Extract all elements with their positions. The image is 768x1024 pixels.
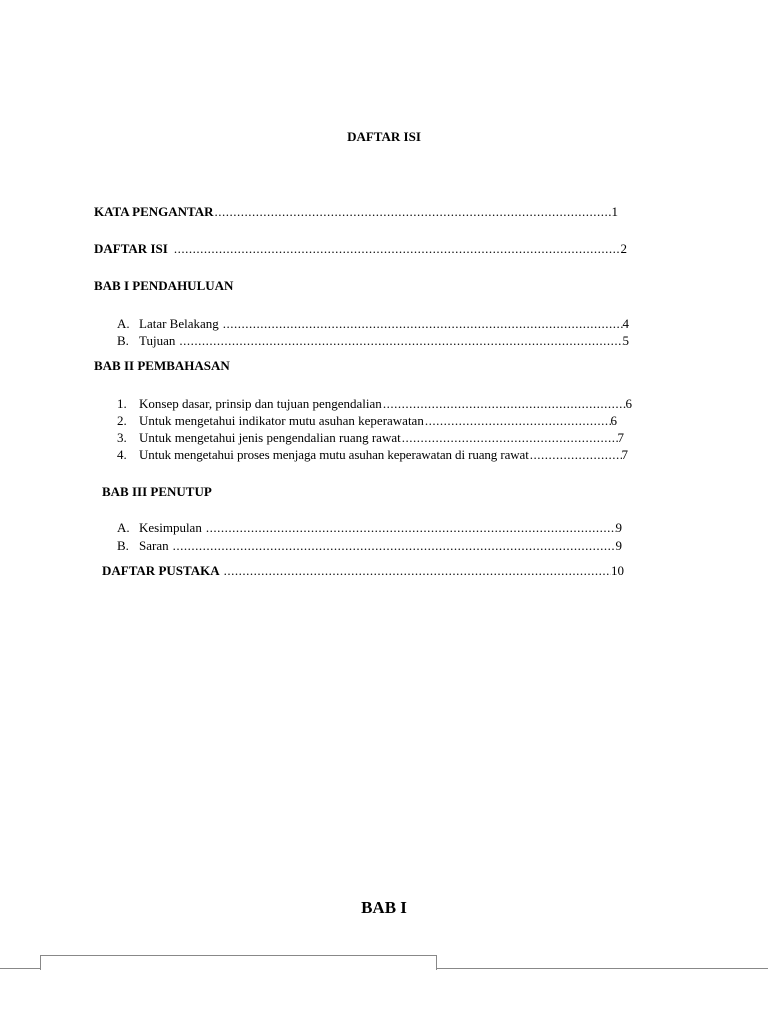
- dot-leader: [424, 413, 611, 429]
- dot-leader: [168, 241, 621, 257]
- toc-entry-label: Kesimpulan: [139, 520, 202, 535]
- item-marker: 3.: [117, 430, 127, 445]
- toc-entry-page: 1: [611, 204, 618, 219]
- dot-leader: [401, 430, 618, 446]
- item-marker: 1.: [117, 396, 127, 411]
- toc-entry-daftar-pustaka: [102, 563, 624, 579]
- dot-leader: [382, 396, 626, 412]
- next-chapter-heading: BAB I: [361, 898, 407, 917]
- dot-leader: [169, 538, 616, 554]
- toc-entry-page: 6: [610, 413, 617, 428]
- toc-entry-page: 4: [622, 316, 629, 331]
- toc-entry-page: 7: [621, 447, 628, 462]
- toc-entry-label: Untuk mengetahui jenis pengendalian ruang rawat: [139, 430, 401, 445]
- toc-entry-page: 6: [625, 396, 632, 411]
- toc-entry-label: DAFTAR PUSTAKA: [102, 563, 220, 578]
- toc-entry-label: Untuk mengetahui proses menjaga mutu asuhan keperawatan di ruang rawat: [139, 447, 529, 462]
- toc-entry-label: Latar Belakang: [139, 316, 219, 331]
- footer-frame: [40, 955, 437, 970]
- toc-item-jenis-pengendalian: [117, 430, 624, 446]
- item-marker: A.: [117, 520, 130, 535]
- section-heading-bab2: BAB II PEMBAHASAN: [94, 358, 230, 373]
- toc-entry-daftar-isi: [94, 241, 627, 257]
- dot-leader: [220, 563, 611, 579]
- item-marker: 4.: [117, 447, 127, 462]
- toc-entry-page: 7: [617, 430, 624, 445]
- toc-entry-label: Untuk mengetahui indikator mutu asuhan keperawatan: [139, 413, 424, 428]
- toc-entry-label: Konsep dasar, prinsip dan tujuan pengendalian: [139, 396, 382, 411]
- item-marker: A.: [117, 316, 130, 331]
- dot-leader: [219, 316, 623, 332]
- toc-item-tujuan: [117, 333, 629, 349]
- section-heading-bab1: BAB I PENDAHULUAN: [94, 278, 234, 293]
- item-marker: 2.: [117, 413, 127, 428]
- dot-leader: [529, 447, 622, 463]
- toc-entry-page: 10: [611, 563, 624, 578]
- toc-item-konsep-dasar: [117, 396, 632, 412]
- dot-leader: [202, 520, 616, 536]
- toc-entry-label: Saran: [139, 538, 169, 553]
- section-heading-bab3: BAB III PENUTUP: [102, 484, 212, 499]
- toc-item-proses-menjaga-mutu: [117, 447, 628, 463]
- dot-leader: [175, 333, 622, 349]
- toc-entry-label: DAFTAR ISI: [94, 241, 168, 256]
- toc-entry-kata-pengantar: [94, 204, 618, 220]
- toc-entry-page: 9: [615, 520, 622, 535]
- toc-entry-label: KATA PENGANTAR: [94, 204, 214, 219]
- item-marker: B.: [117, 333, 129, 348]
- toc-entry-page: 2: [620, 241, 627, 256]
- toc-item-latar-belakang: [117, 316, 629, 332]
- dot-leader: [214, 204, 612, 220]
- toc-entry-page: 5: [622, 333, 629, 348]
- toc-item-saran: [117, 538, 622, 554]
- page-title: DAFTAR ISI: [347, 129, 421, 144]
- item-marker: B.: [117, 538, 129, 553]
- toc-item-indikator-mutu: [117, 413, 617, 429]
- toc-entry-label: Tujuan: [139, 333, 176, 348]
- toc-entry-page: 9: [615, 538, 622, 553]
- toc-item-kesimpulan: [117, 520, 622, 536]
